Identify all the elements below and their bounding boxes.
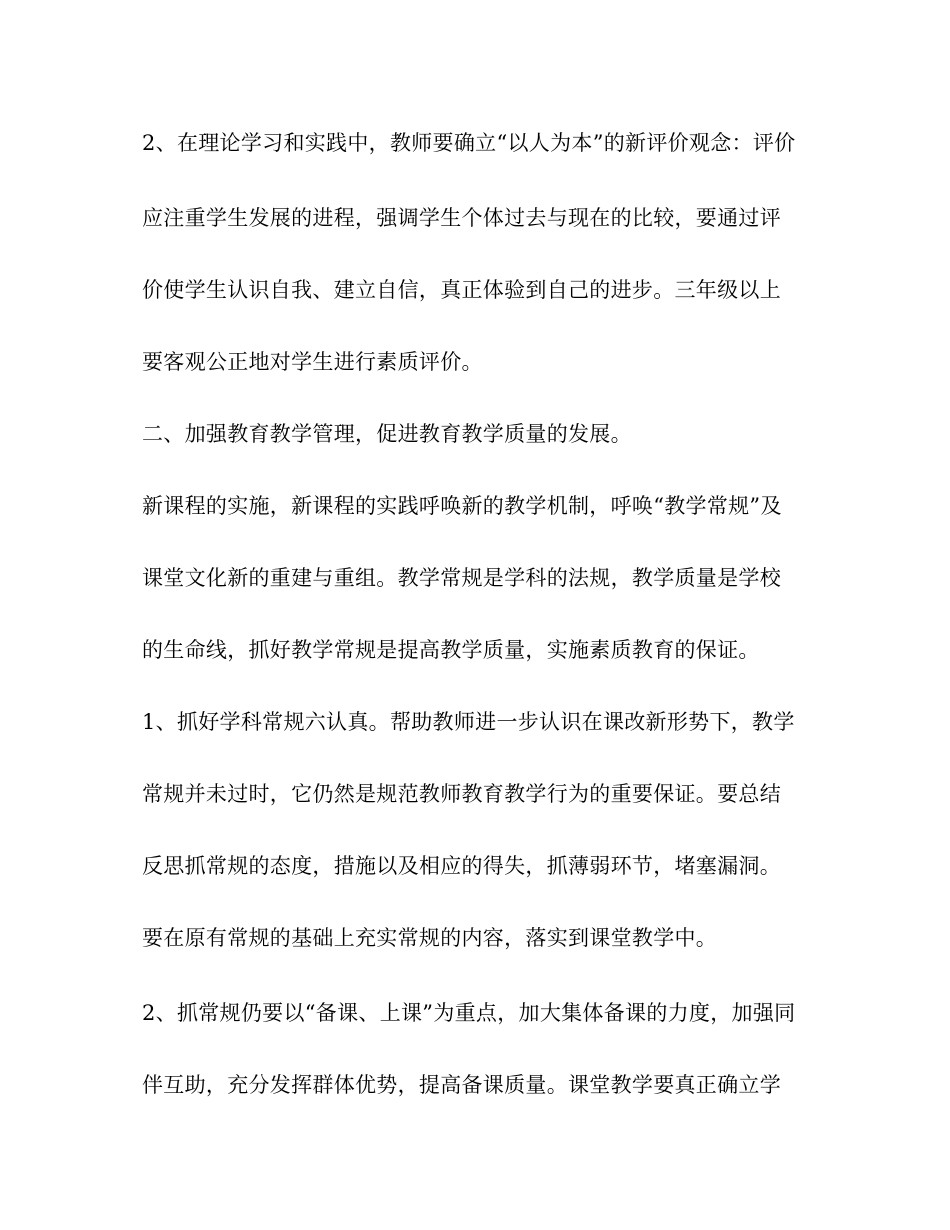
text-line: 常规并未过时，它仍然是规范教师教育教学行为的重要保证。要总结 [142, 782, 781, 806]
text-line: 反思抓常规的态度，措施以及相应的得失，抓薄弱环节，堵塞漏洞。 [142, 854, 781, 878]
text-line: 价使学生认识自我、建立自信，真正体验到自己的进步。三年级以上 [142, 278, 781, 302]
section-heading: 二、加强教育教学管理，促进教育教学质量的发展。 [142, 422, 632, 446]
text-line: 课堂文化新的重建与重组。教学常规是学科的法规，教学质量是学校 [142, 566, 781, 590]
text-line: 2、在理论学习和实践中，教师要确立“以人为本”的新评价观念：评价 [142, 131, 796, 155]
text-line: 1、抓好学科常规六认真。帮助教师进一步认识在课改新形势下，教学 [142, 710, 795, 734]
text-line: 要客观公正地对学生进行素质评价。 [142, 350, 483, 374]
text-line: 2、抓常规仍要以“备课、上课”为重点，加大集体备课的力度，加强同 [142, 1001, 796, 1025]
text-line: 新课程的实施，新课程的实践呼唤新的教学机制，呼唤“教学常规”及 [142, 494, 782, 518]
text-line: 的生命线，抓好教学常规是提高教学质量，实施素质教育的保证。 [142, 638, 760, 662]
text-line: 要在原有常规的基础上充实常规的内容，落实到课堂教学中。 [142, 926, 718, 950]
text-line: 伴互助，充分发挥群体优势，提高备课质量。课堂教学要真正确立学 [142, 1073, 781, 1097]
text-line: 应注重学生发展的进程，强调学生个体过去与现在的比较，要通过评 [142, 206, 781, 230]
